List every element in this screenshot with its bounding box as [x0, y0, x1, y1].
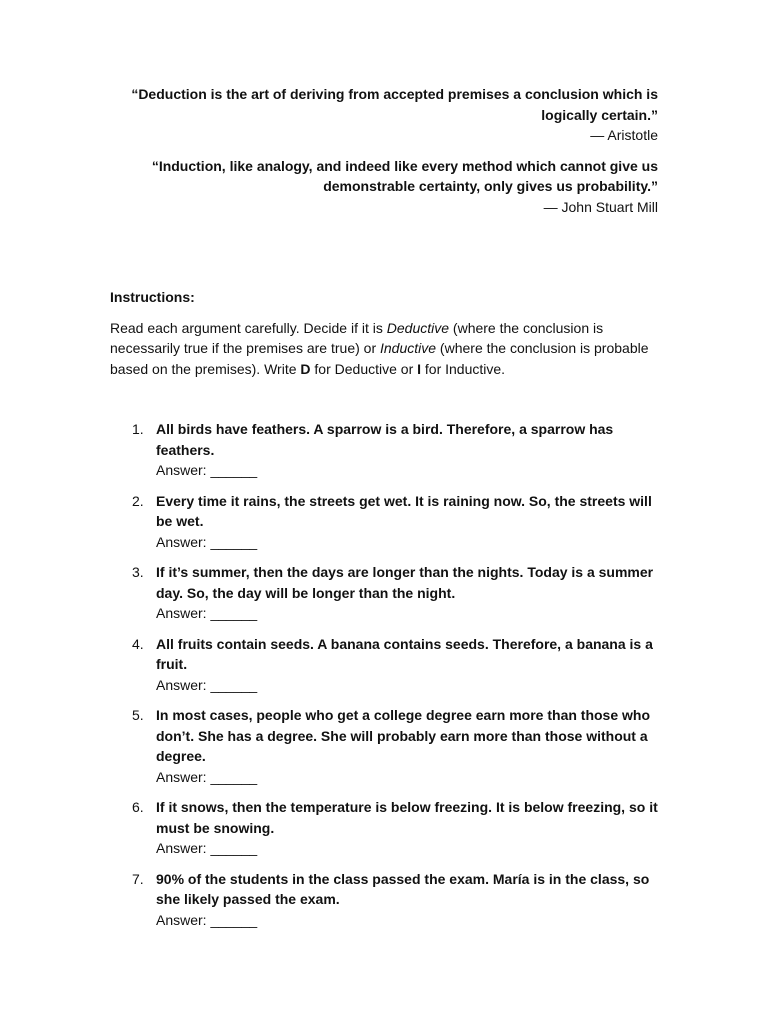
- question-text: All fruits contain seeds. A banana contains seeds. Therefore, a banana is a fruit.: [156, 635, 653, 672]
- question-item: [110, 491, 658, 553]
- question-item: [110, 869, 658, 931]
- quote-aristotle: [110, 84, 658, 146]
- question-text: 90% of the students in the class passed the exam. María is in the class, so she likely passed the exam.: [156, 870, 650, 907]
- question-item: [110, 634, 658, 696]
- question-item: [110, 797, 658, 859]
- question-item: [110, 705, 658, 787]
- question-number: 1.: [132, 421, 144, 437]
- quote-text: “Deduction is the art of deriving from accepted premises a conclusion which is logically certain.”: [131, 86, 658, 123]
- answer-blank[interactable]: Answer: ______: [156, 533, 258, 550]
- deductive-letter: D: [300, 360, 311, 377]
- answer-blank[interactable]: Answer: ______: [156, 676, 258, 693]
- quote-mill: [110, 156, 658, 218]
- instructions-heading: Instructions:: [110, 289, 195, 305]
- question-text: All birds have feathers. A sparrow is a bird. Therefore, a sparrow has feathers.: [156, 421, 614, 458]
- question-text: If it snows, then the temperature is below freezing. It is below freezing, so it must be snowing.: [156, 799, 658, 836]
- deductive-term: Deductive: [386, 319, 450, 336]
- question-text: Every time it rains, the streets get wet. It is raining now. So, the streets will be wet.: [156, 492, 652, 529]
- answer-blank[interactable]: Answer: ______: [156, 911, 258, 928]
- answer-blank[interactable]: Answer: ______: [156, 605, 258, 621]
- document-page: [110, 84, 658, 944]
- question-text: If it’s summer, then the days are longer than the nights. Today is a summer day. So, the day will be longer than the night.: [156, 564, 654, 601]
- question-number: 4.: [132, 635, 144, 652]
- question-item: [110, 419, 658, 481]
- inductive-letter: I: [417, 360, 422, 377]
- inductive-term: Inductive: [380, 340, 437, 356]
- quote-author: — John Stuart Mill: [543, 198, 658, 215]
- instructions-text: [110, 318, 658, 380]
- answer-blank[interactable]: Answer: ______: [156, 840, 258, 856]
- instructions-part: for Deductive or: [310, 360, 418, 377]
- quote-text: “Induction, like analogy, and indeed like every method which cannot give us demonstrable certainty, only gives us probability.”: [151, 157, 658, 194]
- question-number: 7.: [132, 870, 144, 887]
- question-number: 6.: [132, 799, 144, 815]
- instructions-part: for Inductive.: [421, 360, 506, 377]
- question-number: 2.: [132, 492, 144, 509]
- answer-blank[interactable]: Answer: ______: [156, 768, 258, 785]
- question-list: [110, 419, 658, 930]
- answer-blank[interactable]: Answer: ______: [156, 462, 258, 478]
- question-number: 5.: [132, 707, 144, 723]
- question-text: In most cases, people who get a college degree earn more than those who don’t. She has a degree. She will probably earn more than those without a degree.: [156, 707, 651, 764]
- question-number: 3.: [132, 564, 144, 580]
- instructions-part: (where the conclusion is necessarily true if the premises are true) or: [110, 319, 604, 356]
- instructions-part: (where the conclusion is probable based on the premises). Write: [110, 340, 649, 377]
- quote-author: — Aristotle: [590, 127, 658, 143]
- question-item: [110, 562, 658, 624]
- instructions-part: Read each argument carefully. Decide if it is: [110, 319, 387, 336]
